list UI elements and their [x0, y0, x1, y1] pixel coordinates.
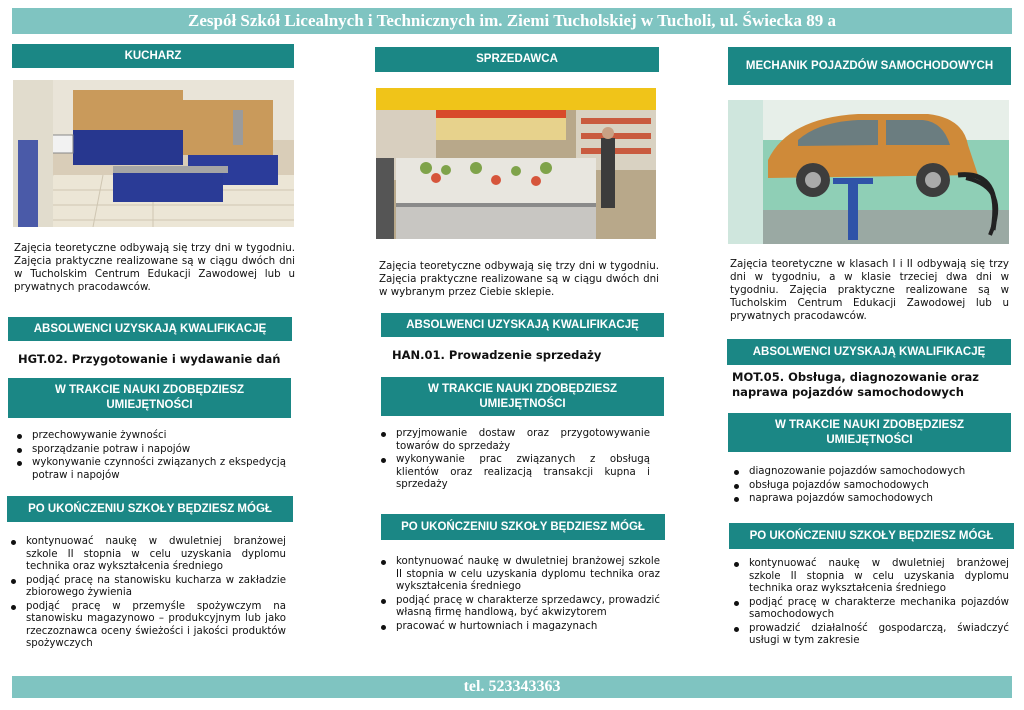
- skills-list: [378, 428, 650, 493]
- qualification-header: ABSOLWENCI UZYSKAJĄ KWALIFIKACJĘ: [381, 313, 664, 337]
- list-item: kontynuować naukę w dwuletniej branżowej szkole II stopnia w celu uzyskania dyplomu technika oraz wykształcenia średniego: [8, 536, 286, 574]
- skills-list: [14, 430, 286, 483]
- page-header-bar: [12, 8, 1012, 34]
- skills-list: [731, 466, 1001, 507]
- skills-header: W TRAKCIE NAUKI ZDOBĘDZIESZ UMIEJĘTNOŚCI: [728, 413, 1011, 452]
- qualification-header: ABSOLWENCI UZYSKAJĄ KWALIFIKACJĘ: [8, 317, 292, 341]
- description-text: Zajęcia teoretyczne odbywają się trzy dni w tygodniu. Zajęcia praktyczne realizowane są w ciągu dwóch dni w wybranym przez Ciebie sklepie.: [379, 260, 659, 298]
- description-text: Zajęcia teoretyczne odbywają się trzy dni w tygodniu. Zajęcia praktyczne realizowane są w ciągu dwóch dni w Tucholskim Centrum Edukacji Zawodowej lub u prywatnych pracodawców.: [14, 242, 295, 293]
- qualification-header: ABSOLWENCI UZYSKAJĄ KWALIFIKACJĘ: [727, 339, 1011, 365]
- qualification-text: HGT.02. Przygotowanie i wydawanie dań: [18, 352, 281, 366]
- list-item: przyjmowanie dostaw oraz przygotowywanie towarów do sprzedaży: [378, 428, 650, 453]
- list-item: kontynuować naukę w dwuletniej branżowej szkole II stopnia w celu uzyskania dyplomu technika oraz wykształcenia średniego: [378, 556, 660, 594]
- profession-title: KUCHARZ: [12, 44, 294, 68]
- after-graduation-header: PO UKOŃCZENIU SZKOŁY BĘDZIESZ MÓGŁ: [381, 514, 665, 540]
- list-item: podjąć pracę w przemyśle spożywczym na stanowisku magazynowo – produkcyjnym lub jako rzeczoznawca oceny świeżości i jakości produktów spożywczych: [8, 601, 286, 651]
- list-item: pracować w hurtowniach i magazynach: [378, 621, 660, 634]
- kitchen-photo-icon: [13, 80, 294, 227]
- school-name: Zespół Szkół Licealnych i Technicznych im. Ziemi Tucholskiej w Tucholi, ul. Świecka 89 a: [187, 11, 836, 30]
- list-item: wykonywanie prac związanych z obsługą klientów oraz realizacją transakcji kupna i sprzedaży: [378, 454, 650, 492]
- page-footer-bar: [12, 676, 1012, 698]
- list-item: podjąć pracę w charakterze sprzedawcy, prowadzić własną firmę handlową, być akwizytorem: [378, 595, 660, 620]
- phone-number: tel. 523343363: [463, 678, 561, 695]
- skills-header: W TRAKCIE NAUKI ZDOBĘDZIESZ UMIEJĘTNOŚCI: [381, 377, 664, 416]
- car-lift-photo-icon: [728, 100, 1009, 244]
- qualification-text: MOT.05. Obsługa, diagnozowanie oraz naprawa pojazdów samochodowych: [732, 370, 979, 399]
- after-graduation-list: [731, 558, 1009, 649]
- after-graduation-list: [378, 556, 660, 634]
- list-item: prowadzić działalność gospodarczą, świadczyć usługi w tym zakresie: [731, 623, 1009, 648]
- list-item: kontynuować naukę w dwuletniej branżowej szkole II stopnia w celu uzyskania dyplomu technika oraz wykształcenia średniego: [731, 558, 1009, 596]
- list-item: diagnozowanie pojazdów samochodowych: [731, 466, 1001, 479]
- skills-header: W TRAKCIE NAUKI ZDOBĘDZIESZ UMIEJĘTNOŚCI: [8, 378, 291, 418]
- list-item: podjąć pracę w charakterze mechanika pojazdów samochodowych: [731, 597, 1009, 622]
- profession-title: MECHANIK POJAZDÓW SAMOCHODOWYCH: [728, 47, 1011, 85]
- list-item: wykonywanie czynności związanych z ekspedycją potraw i napojów: [14, 457, 286, 482]
- after-graduation-header: PO UKOŃCZENIU SZKOŁY BĘDZIESZ MÓGŁ: [729, 523, 1014, 549]
- after-graduation-list: [8, 536, 286, 652]
- list-item: naprawa pojazdów samochodowych: [731, 493, 1001, 506]
- list-item: podjąć pracę na stanowisku kucharza w zakładzie zbiorowego żywienia: [8, 575, 286, 600]
- list-item: przechowywanie żywności: [14, 430, 286, 443]
- supermarket-photo-icon: [376, 88, 656, 239]
- profession-title: SPRZEDAWCA: [375, 47, 659, 72]
- list-item: sporządzanie potraw i napojów: [14, 444, 286, 457]
- qualification-text: HAN.01. Prowadzenie sprzedaży: [392, 348, 602, 362]
- description-text: Zajęcia teoretyczne w klasach I i II odbywają się trzy dni w tygodniu, a w klasie trzeciej dwa dni w tygodniu. Zajęcia praktyczne realizowane są w Tucholskim Centrum Edukacji Zawodowej lub u prywatnych pracodawców.: [730, 258, 1009, 322]
- list-item: obsługa pojazdów samochodowych: [731, 480, 1001, 493]
- after-graduation-header: PO UKOŃCZENIU SZKOŁY BĘDZIESZ MÓGŁ: [7, 496, 293, 522]
